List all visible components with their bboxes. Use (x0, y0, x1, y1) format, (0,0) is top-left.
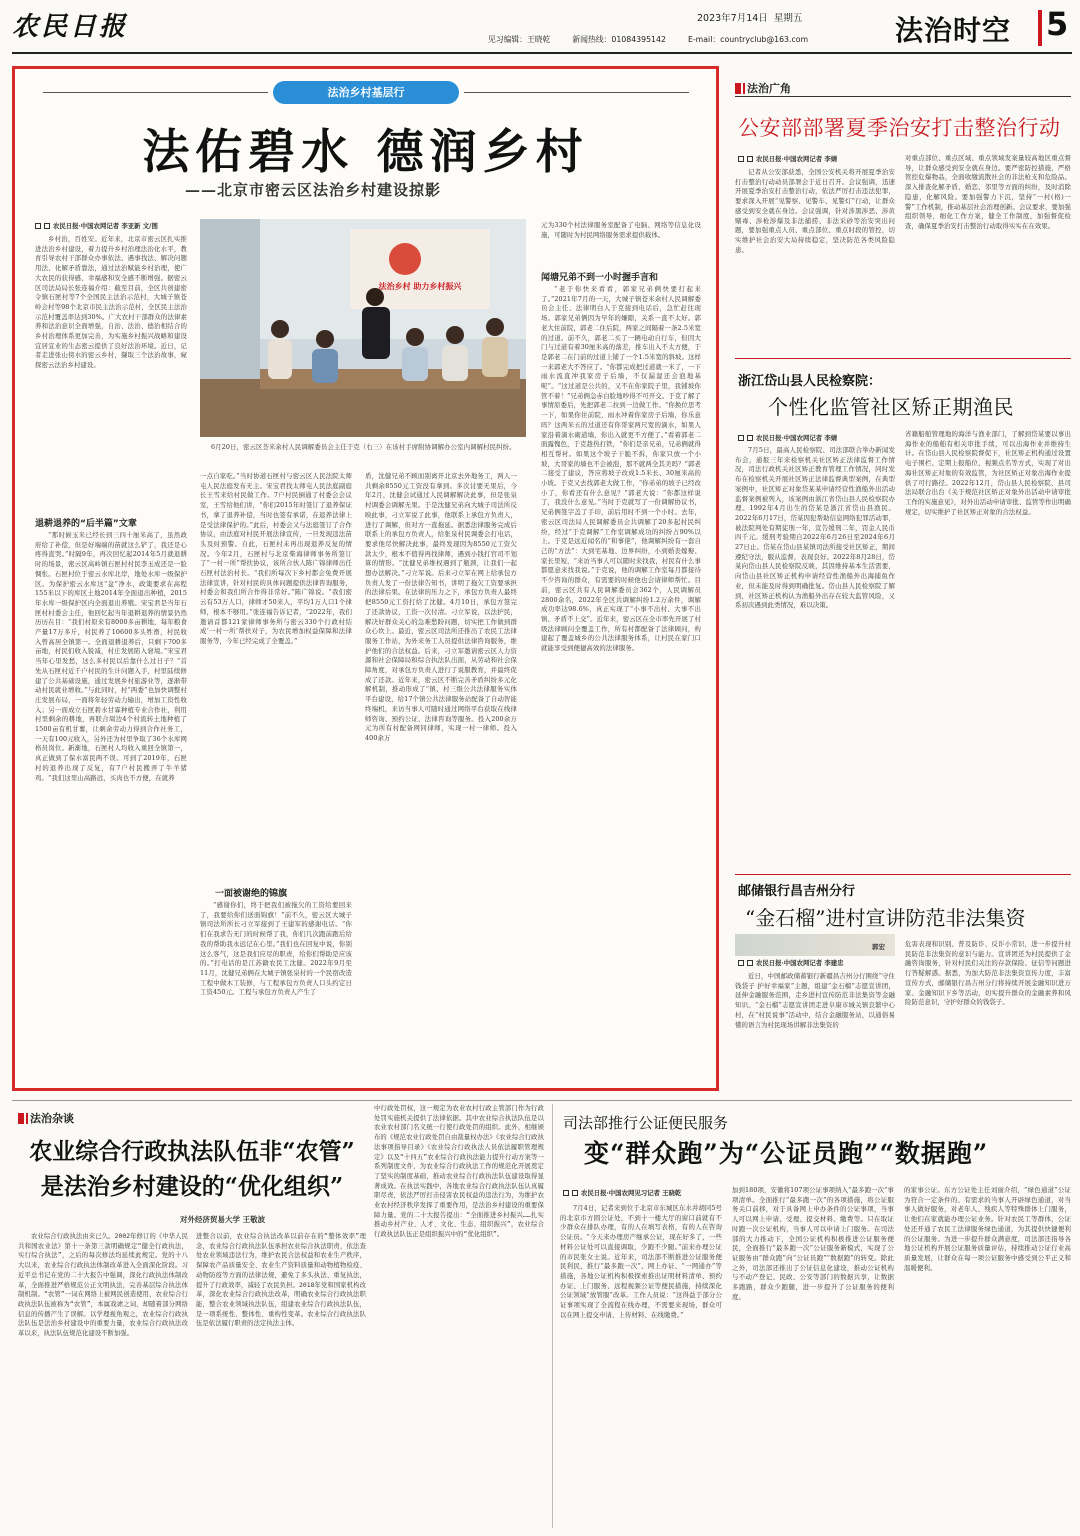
notary-col-3: 的家事公证。东方公证处主任刘丽介绍，“绿色通道”公证为符合一定条件的、有需求的当事人开辟绿色通道，对当事人做好服务，对老年人、残疾人等特殊群体上门服务，让他们在家就能办理公证业务。针对农民工等群体，公证处还开通了农民工法律服务绿色通道，为其提供快捷便利的公证服务。为进一步提升群众满意度，司法部还指导各地公证机构开展公证服务质量评估，持续推动公证行业高质量发展，让群众在每一项公证服务中感受到公平正义和温暖便利。 (904, 1186, 1071, 1272)
lead-title-rule (43, 92, 268, 93)
commentary-byline: 对外经济贸易大学 王敬波 (180, 1215, 266, 1224)
lead-photo (200, 219, 526, 437)
photo-caption: 6月20日，密云区荟米余村人民调解委员会主任于克（右三）在该村手席附协调解办公室内调解村民纠纷。 (211, 443, 516, 451)
lead-column-1: 乡村治，百姓安。近年来，北京市密云区扎实推进法治乡村建设，着力提升乡村治理法治化水平，教育引导农村干部群众办事依法、遇事找法、解决问题用法、化解矛盾靠法，通过法治赋能乡村治理，使广大农民的获得感、幸福感和安全感不断增强。据密云区司法局局长张连福介绍：截至目前，全区共创建密令镇石匣村等7个全国民主法治示范村，大城子镇苍岭会村等98个北京市民主法治示范村，全区民主法治示范村覆盖率达到30%。广大农村干部群众的法律素养和法治意识全面增强，自治、法治、德治相结合的乡村治理体系更加完善，为实施乡村振兴战略和建设宜居宜业的生态密云提供了良好法治环境。近日，记者走进张山傍水的密云乡村，撷取三个法治故事，窥探密云法治乡村建设。 (35, 235, 187, 370)
lead-column-4a: 元为330个村法律服务室配备了电脑、网络等信息化设施，可随时为村民网络服务需求提供载体。 (541, 221, 701, 239)
lead-column-4: “老于你快来看看，郭家兄弟俩快要打起来了。”2021年7月的一天，大城子镇苍米余村人民调解委员会主任、法律明白人于克接到电话后，急忙赶往现场。郭家兄弟俩因为早年的嫌隙，关系一直不太好。郭老大住前院，郭老二住后院，两家之间隔着一条2.5米宽的过道。前不久，郭老二买了一辆电动自行车，但因大门与过道有着30厘米高的落差，推车出入不太方便，于是郭老二在门前的过道上铺了一个1.5米宽的斜坡。这样一来郭老大不答应了。“你都完成把过道就一米了，一下雨水流直冲我家房子后墙，不仅漏湿还会泡地基呢”。“这过道是公共的，又不在你家院子里，我铺坡你管不着！”兄弟俩急赤白脸地吵得不可开交。于克了解了事情原委后，先把郭老二拉到一边做工作。“你换位思考一下，如果你住前院，雨水冲着你家房子后墙，你乐意吗？这两米五的过道还有你哥家两尺宽的滴水，如果人家沿着滴水砌道墙，你出入就更不方便了。”看着郭老二面露愧色，于克趁热打铁，“你们是亲兄弟，兄弟俩就得相互帮衬。如果这个坡子干脆不拆，你家只放一个小坡，大哥家的墙也不会被泡，那不就两全其美吗？”郭老二接受了建议，答应将坡子改成1.5米长、30厘米高的小坡。于克又去找郭老大做工作，“你弟弟的坡子已经改小了，你看还有什么意见？”郭老大说：“你都这样说了，我没什么意见。”当时于克就写了一份调解协议书，兄弟俩签字盖了手印，前后用时不到一个小时。去年，密云区司法局人民调解委员会共调解了20多起村民纠纷，经过“于克调解”工作室调解成功的纠纷占90%以上。于克是远近闻名的“和事佬”，他调解纠纷有一套自己的“方法”：大到宅基地、边界纠纷，小到婚丧嫁娶、家长里短，“来访当事人可以随时来找我，村民有什么事都愿意来找我说。”于克说，他的调解工作室每月都接待不少咨询的群众，有需要的时候他也会请律师帮忙。目前，密云区共有人民调解委员会362个，人民调解员2800余名，2022年全区共调解纠纷1.2万余件，调解成功率达98.6%，真正实现了“小事不出村、大事不出镇、矛盾不上交”。近年来，密云区在全市率先开展了村级法律顾问全覆盖工作，所有村都配备了法律顾问，构建起了覆盖城乡的公共法律服务体系，让村民在家门口就能享受到便捷高效的法律服务。 (541, 285, 701, 653)
article-2-col-1: 7月5日，最高人民检察院、司法部联合举办新闻发布会，通报三年来检察机关社区矫正法律监督工作情况，司法行政机关社区矫正教育管理工作情况，同时发布在检察机关开展社区矫正法律监督典型案例，在典型案例中，社区矫正对象岱某某申请经营性渔船外出活动监督案例被列入，该案例由浙江省岱山县人民检察院办理。1992年4月出生的岱某是浙江省岱山县渔民。2022年6月17日，岱某因犯帮助信息网络犯罪活动罪，被法院判处有期徒刑一年，宣告缓刑二年，罚金人民币四千元。缓刑考验期自2022年6月26日至2024年6月27日止。岱某在岱山县某镇司法所接受社区矫正，期间遵纪守法，服从监督，表现良好。2022年8月28日，岱某向岱山县人民检察院反映，其因维持基本生活需要，向岱山县社区矫正机构申请经营性渔船外出海捕鱼作业，但未能及时得到明确批复。岱山县人民检察院了解到，社区矫正机构认为渔船外出存在较大监管风险，又系初次遇到此类情况，难以决策。 (735, 446, 895, 610)
article-3-photo (735, 934, 895, 956)
masthead (0, 0, 1080, 58)
issue-date: 2023年7月14日 星期五 (697, 13, 803, 24)
article-2-col-2: 省籍船舶管理地的海洋与渔业部门，了解到岱某要以事出海作业的船舶有相关审批手续，可以出海作业并维持生计。在岱山县人民检察院督促下，社区矫正机构通过设置电子围栏、定期上报船位、视频点名等方式，实现了对出海社区矫正对象的有效监管，为社区矫正对象出海作业提供了可行路径。2022年12月，岱山县人民检察院、县司法局联合出台《关于规范社区矫正对象外出活动申请审批工作的实施意见》，对外出活动申请审批、监管等作出明确规定，切实维护了社区矫正对象的合法权益。 (905, 430, 1071, 516)
photo-banner: 法治乡村 助力乡村振兴 (378, 282, 462, 291)
section-name: 法治时空 (895, 14, 1012, 47)
column-divider (552, 1104, 553, 1528)
lead-column-1b: “那时候玉米已经长到三四十厘米高了，虽然政府给了补偿，但是好端端的苗就这么铲了，我还是心疼得直哭。”时隔9年，再次回忆起2014年5月就退耕时的场景，密云区高岭镇石匣村村民李玉成还是一脸惆怅。石匣村位于密云水库北岸，地处水库一级保护区。为保护密云水库这“盆”净水，政策要求在高程155米以下的库区土地2014年全面退出种植，2015年水库一级保护区内全面退出养殖。宋宝君是当年石匣村村委会主任，他回忆起当年退耕退养的情景仍然历历在目：“我们村原来有8000多亩耕地，每年粮食产量17万多斤，村民养了10600多头牲畜，村民收入曾高居全镇第一。全面退耕退养后，只剩下700多亩地，村民们收入锐减，村庄发展陷入窘境。”宋宝君当年心里发愁，这么多村民以后靠什么过日子？“首先从石匣村近千户村民的生计问题入手，村里陆续修建了公共基础设施，通过发展乡村旅游业等，逐渐带动村民就业增收。”与此同时，村“两委”也加快调整村庄发展布局，一面将年轻劳动力输出，增加工资性收入；另一面成立石匣碧水甘霖种植专业合作社，利用村里剩余的耕地，再联合周边4个村流转土地种植了1500亩有机甘薯，让剩余劳动力得到合作社务工，一天有100元收入，另外还为村里争取了36个水库网格员岗位。新渐地，石匣村人均收入重回全镇第一，真正做到了保水富民两不误。可到了2019年，石匣村的退养出现了反复，有7户村民搬弄了牛羊猪鸡。“我们这里山高路远，买肉也不方便，在就养 (35, 531, 187, 782)
article-3-title: “金石榴”进村宣讲防范非法集资 (745, 906, 1026, 930)
lead-title-rule (464, 92, 689, 93)
article-1-col-2: 对重点部位、重点区域、重点领域发案量较高地区重点督导，让群众感受到安全就在身边。要严密防控措施，严格管控危爆物品，全面收缴流散社会的非法枪支和危险品。深入排查化解矛盾、婚恋、邻里等方面的纠纷，及时消除隐患，化解风险。要加强警力下沉，坚持“一村(格)一警”工作机制，推动基层社会治理创新。会议要求，要加强组织领导，细化工作方案，健全工作制度，加强督促检查，确保夏季治安打击整治行动取得实实在在效果。 (905, 154, 1071, 230)
lead-byline: 农民日报·中国农网记者 李亚新 文/图 (35, 221, 187, 230)
editor-line: 见习编辑：王晓乾 新闻热线：01084395142 E-mail：countryclub@163.com (488, 35, 809, 44)
article-1-byline: 农民日报·中国农网记者 李婧 (738, 154, 837, 163)
article-3-byline: 农民日报·中国农网记者 李建忠 (738, 958, 844, 967)
article-1-col-1: 记者从公安部获悉，全国公安机关将开展夏季治安打击整治行动动员部署会于近日召开。会议强调，迅速开展夏季治安打击整治行动，依法严厉打击违法犯罪，要求深入开展“见警察、见警车、见警灯”行动，让群众感受到安全就在身边。会议强调，针对涉黑涉恶、涉黄赌毒、涉枪涉爆及非法捕捞、非法采砂等治安突出问题，要加强重点人员、重点部位、重点时段的管控，切实维护社会治安大局持续稳定，坚决防范各类风险隐患。 (735, 168, 895, 254)
lead-column-3: 盾，沈健兄弟不顾而别离开北京去外地务工，两人一共剩余8550元工资没有拿到。多次讨要无果后，今年2月，沈健会试通过人民调解解决此事，但是张泉村调委会调解无果。于是沈健兄弟向大城子司法所反映此事，刁立军说了此事，他联系上承包方负责人，进行了调解，但对方一直拖延。据悉法律服务完成后联系上的承包方负责人，给张泉村民调委会打电话，要求他尽快解决此事，最终发现因为8550元工资欠款太少，根本不值得再找律师，遇到小钱打官司不划算的情形。“沈健兄弟维权遇到了瓶颈，让我们一起想办法解决。”刁立军说。后来刁立军在网上给承包方负责人发了一份法律告知书，讲明了拖欠工资要承担的法律后果。在法律的压力之下，承包方负责人最终把8550元工资打给了沈健。4月10日，承包方签完了还款协议，工资一次付清。刁立军说，以法护民，解决好群众关心的急难愁盼问题，切实把工作做到群众心坎上。最近，密云区司法所还推出了农民工法律服务工作站，为外来务工人员提供法律咨询服务，维护他们的合法权益。后来，刁立军邀请密云区人力资源和社会保障局和综合执法队出面，从劳动和社会保障角度，对承包方负责人进行了说服教育，并最终促成了还款。近年来，密云区不断完善矛盾纠纷多元化解机制，推动形成了“镇、村三级公共法律服务实体平台建设，给17个镇公共法律服务站配备了自动智能终端机，来访当事人可随时通过网络平台获取在线律师咨询、预约公证、法律咨询等服务。投入200余万元为所有村配备网同律师，实现一村一律师。投入400余万 (365, 472, 517, 742)
article-3-col-2: 危害表现和识别、普及防诈、反诈小常识，进一步提升村民防范非法集资的意识与能力。宣讲团还为村民提供了金融咨询服务，针对村民们关注的存款保险、征信等问题进行答疑解惑。据悉，为加大防范非法集资宣传力度，丰富宣传方式，邮储银行昌吉州分行将持续开展金融知识进万家、金融知识下乡等活动，切实提升群众的金融素养和风险防范意识，守护好群众的钱袋子。 (905, 940, 1071, 1007)
section-divider (1038, 10, 1042, 46)
page-number: 5 (1046, 5, 1069, 43)
subheading-1: 退耕退养的“后半篇”文章 (35, 519, 137, 529)
commentary-col-2: 进整合以前，农业综合执法改革以前存在的“整体效率”理念，农业综合行政执法队伍承担农业综合执法职责，依法查处农业领域违法行为，维护农民合法权益和农业生产秩序，保障农产品质量安全、农业生产资料质量和动物植物检疫、动物防疫等方面的法律法规，避免了多头执法、重复执法，提升了行政效率，减轻了农民负担。2018年党和国家机构改革，深化农业综合行政执法改革，明确农业综合行政执法职能，整合农业领域执法队伍，组建农业综合行政执法队伍，是一项系统性、整体性、重构性变革。农业综合行政执法队伍是依法履行职责的法定执法主体。 (196, 1233, 366, 1328)
lead-subtitle: ——北京市密云区法治乡村建设掠影 (185, 181, 442, 199)
article-1-title: 公安部部署夏季治安打击整治行动 (738, 116, 1061, 140)
section-ribbon: 法治乡村基层行 (273, 81, 459, 104)
lead-headline: 法佑碧水 德润乡村 (142, 125, 589, 180)
notary-col-2: 加到180项，安徽将107项公证事项纳入“最多跑一次”事项清单。全面推行“最多跑一次”的各项措施，将公证服务关口前移，对于具备网上申办条件的公证事项，当事人可以网上申请、受理、提交材料、缴费等。只在取证时跑一次公证机构，当事人可以申请上门服务。在司法部的大力推动下，全国公证机构积极推进公证服务便民，全面推行“最多跑一次”公证服务新模式，实现了公证服务由“群众跑”向“公证员跑”“数据跑”的转变。除此之外，司法部还推出了公证信息化建设，推动公证机构与不动产登记、民政、公安等部门的数据共享，让数据多跑路，群众少跑腿，进一步提升了公证服务的便利度。 (732, 1186, 894, 1301)
column-label-right: 法治广角 (735, 80, 791, 96)
article-3-photo-credit: 郭宏 (872, 943, 885, 951)
right-rule (735, 874, 1071, 875)
lead-column-2b: “感谢你们，终于把我们被拖欠的工资给要回来了，我要给你们送面锦旗！”前不久，密云区大城子镇司法所所长刁立军接到了王建军的感谢电话。“你们在我求告无门的时候帮了我，你们几次跑前跑后给我的帮助我永远记在心里。”我们也在回复中说，你别这么客气，这是我们应尽的职责，给你们帮助是应该的。”打电话的是江苏籍农民工沈健。2022年9月至11月，沈健兄弟俩在大城子镇张泉村的一个民宿改造工程中做木工装修，与工程承包方负责人口头约定日工资450元。工程与承包方负责人产生了 (200, 901, 352, 997)
masthead-rule (12, 52, 1072, 54)
subheading-3: 闻塘兄弟不到一小时握手言和 (541, 273, 659, 283)
commentary-title: 农业综合行政执法队伍非“农管” 是法治乡村建设的“优化组织” (29, 1138, 355, 1200)
notary-kicker: 司法部推行公证便民服务 (563, 1114, 729, 1132)
article-2-kicker: 浙江岱山县人民检察院： (738, 374, 882, 389)
lead-story (12, 66, 719, 1091)
column-label-bottom: 法治杂谈 (18, 1110, 74, 1126)
right-rule (735, 96, 1071, 97)
lead-column-2: 一点自家吃。”当时协道石匣村与密云区人民法院太师屯人民法庭发布无主。宋宝君找太师屯人民法庭副庭长王雪来给村民做工作。7户村民倒通了村委会会议室，王雪给他们讲，“你们2015年时签订了退养保证书，拿了退养补偿，当时也签有承诺，在退养法律上是受法律保护的。”此后，村委会又与法庭签订了合作协议，由法庭对村民开展法律宣传，一旦发现违法苗头及时预警。自此，石匣村未再出现退养反复的情况。今年2月，石匣村与北京柴海律师事务所签订了“一村一所”帮扶协议，该所合伙人陈广锦律师出任石匣村法治村长。“我们所每次下乡村都会免费开展法律宣讲，针对村民的具体问题提供法律咨询服务，村委会和我们所合作得非常好。”陈广锦说。“我们密云有53万人口，律师才50来人，平均1万人口1个律师，根本不够用。”张连福告诉记者，“2022年，我们邀请首都121家律师事务所与密云330个行政村结成‘一村一所’帮扶对子，为农民增加权益保障和法律服务等，今年已经完成了全覆盖。” (200, 472, 352, 645)
newspaper-logo: 农民日报 (12, 12, 129, 42)
bottom-rule (12, 1100, 1072, 1101)
article-2-byline: 农民日报·中国农网记者 李婧 (738, 433, 837, 442)
notary-byline: 农民日报·中国农网见习记者 王晓乾 (563, 1188, 681, 1197)
article-3-col-1: 近日，中国邮政储蓄银行新疆昌吉州分行围绕“守住钱袋子 护好幸福家”主题，组建“金石榴”志愿宣讲团，延伸金融服务范围，走乡进村宣传防范非法集资等金融知识。“金石榴”志愿宣讲团走进阜康市城关镇良繁中心村，在“村民说事”活动中，结合金融服务站，以通俗易懂的语言为村民现场讲解非法集资的 (735, 972, 895, 1029)
commentary-col-3: 中行政处罚权，这一规定为农业农村行政主管部门作为行政处罚实施机关提供了法律依据。其中农业综合执法队伍是以农业农村部门名义统一行使行政处罚的组织。此外，相继颁布的《规范农业行政处罚自由裁量权办法》《农业综合行政执法事项指导目录》《农业综合行政执法人员依法履职管理规定》以及“十四五”农业综合行政执法能力提升行动方案等一系列制度文件，为农业综合行政执法工作的规范化开展奠定了坚实的制度基础，推动农业综合行政执法队伍建设取得显著成效。在执法实践中，各地农业综合行政执法队伍认真履职尽责，依法严厉打击侵害农民权益的违法行为，为维护农业农村经济秩序发挥了重要作用，是法治乡村建设的重要保障力量。党的二十大报告提出：“全面推进乡村振兴……扎实推动乡村产业、人才、文化、生态、组织振兴”，农业综合行政执法队伍正是组织振兴中的“优化组织”。 (374, 1105, 544, 1239)
article-2-title: 个性化监管社区矫正期渔民 (768, 395, 1014, 419)
subheading-2: 一面被谢绝的锦旗 (215, 889, 288, 899)
notary-col-1: 7月4日，记者来到位于北京市东城区东水井胡同5号的北京市方圆公证处，不到十一楼大厅的窗口前就有不少群众在排队办理，有的人在填写表格，有的人在咨询公证员。“今天来办理房产继承公证，现在好多了，一些材料公证处可以直接调取，少跑不少腿。”前来办理公证的市民张女士说。近年来，司法部不断推进公证服务便民利民，推行“最多跑一次”、网上办证、“一网通办”等措施，各地公证机构积极探索推出证明材料清单、预约办证、上门服务、远程视频公证等便民措施，持续深化公证领域“放管服”改革。工作人员说：“这得益于部分公证事项实现了全流程在线办理，不需要来现场，群众可以在网上提交申请、上传材料、在线缴费。” (560, 1204, 722, 1319)
notary-title: 变“群众跑”为“公证员跑”“数据跑” (584, 1139, 989, 1168)
right-rule (735, 358, 1071, 359)
article-3-kicker: 邮储银行昌吉州分行 (738, 884, 856, 899)
commentary-col-1: 农业综合行政执法由来已久。2002年修订的《中华人民共和国农业法》第十一条第三款明确规定“健全行政执法，实行综合执法”，之后的每次修法均延续此规定。党的十八大以来，农业综合行政执法体制改革进入全面深化阶段。习近平总书记在党的二十大报告中强调，深化行政执法体制改革，全面推进严格规范公正文明执法，完善基层综合执法体制机制。“农管”一词在网络上被网民创造使用，农业综合行政执法队伍被称为“农管”，本属戏谑之词，却随着部分网络信息的传播产生了误解。以学理视角观之，农业综合行政执法队伍是法治乡村建设中的重要力量，农业综合行政执法改革以来，执法队伍规范化建设不断加强。 (18, 1233, 188, 1338)
